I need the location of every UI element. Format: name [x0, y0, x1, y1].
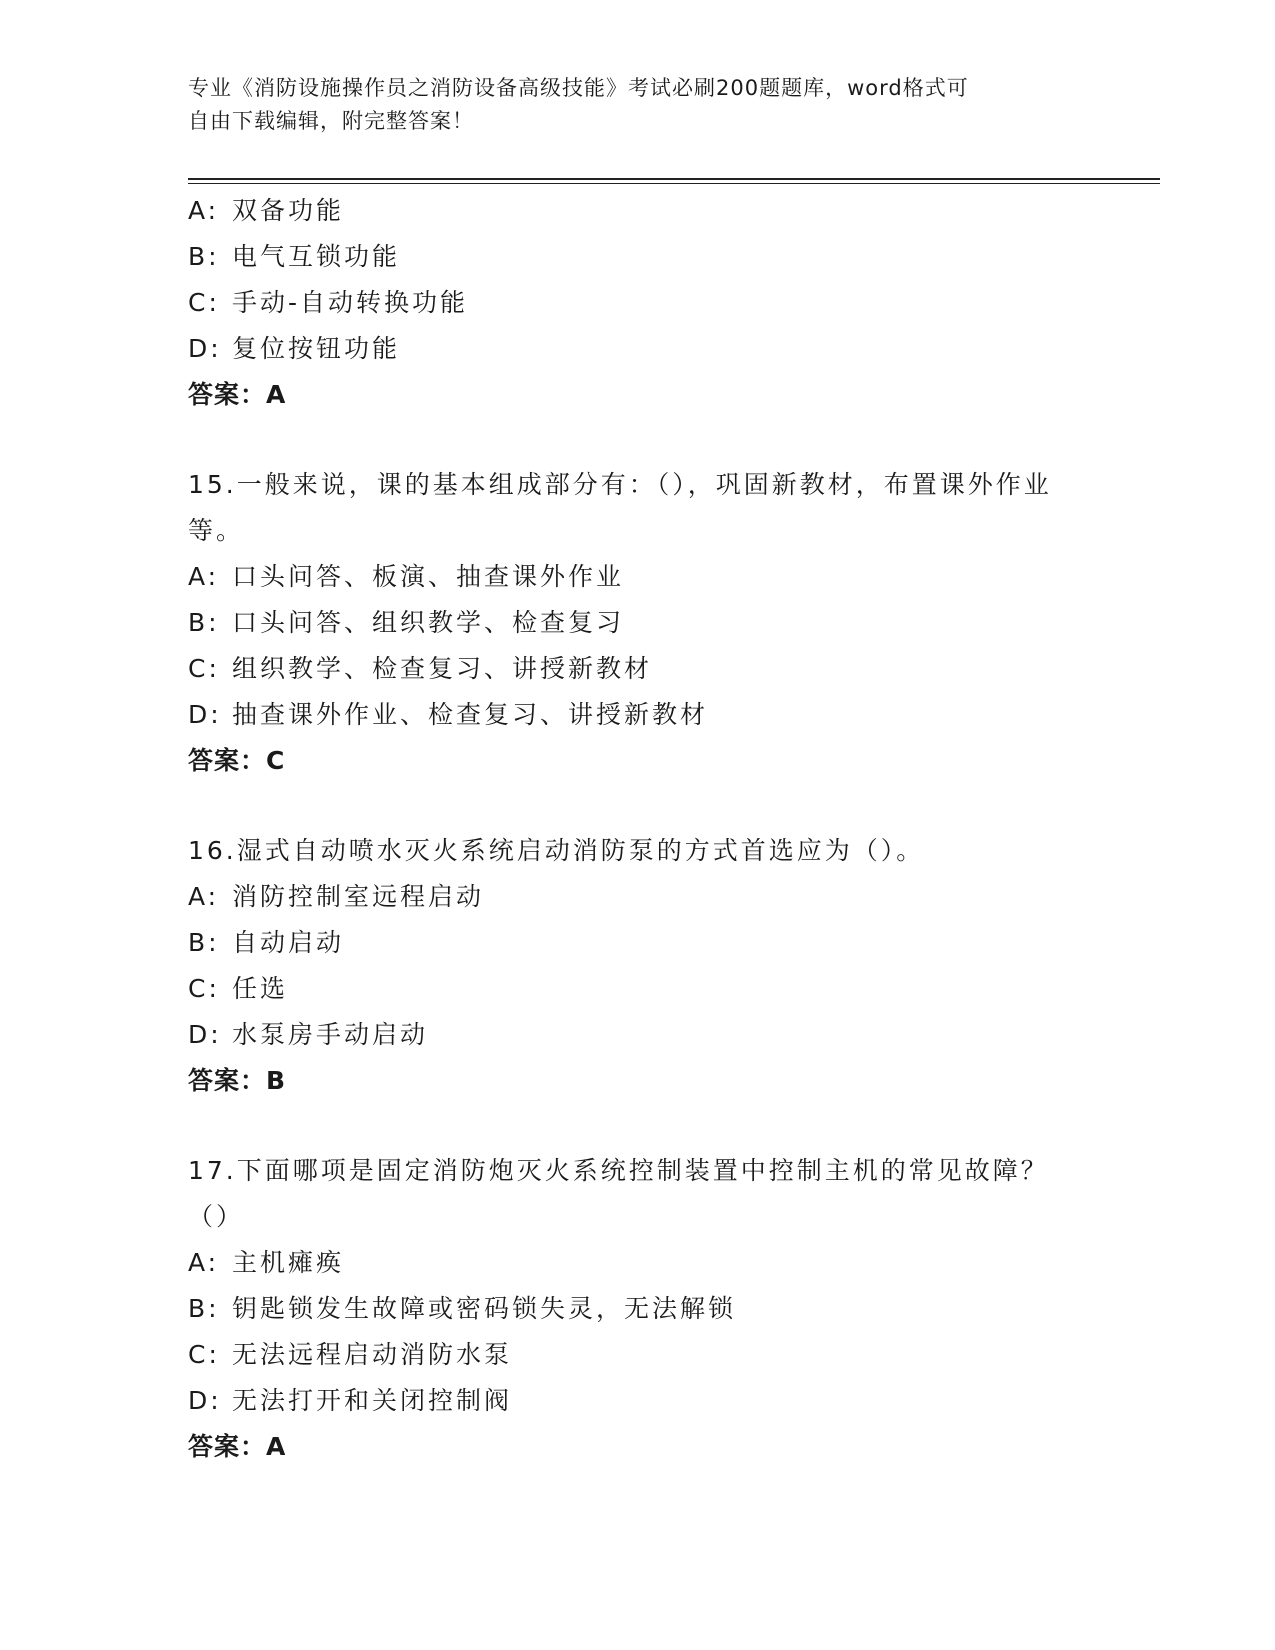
option-c: C: 手动-自动转换功能 — [188, 288, 469, 317]
answer-label: 答案：B — [188, 1066, 287, 1095]
header-line-2: 自由下载编辑，附完整答案！ — [188, 109, 474, 133]
answer-label: 答案：A — [188, 1432, 287, 1461]
option-d: D: 水泵房手动启动 — [188, 1020, 429, 1049]
question-15 — [188, 462, 1088, 784]
option-a: A: 双备功能 — [188, 196, 345, 225]
option-c: C: 无法远程启动消防水泵 — [188, 1340, 513, 1369]
question-17 — [188, 1148, 1088, 1470]
option-a: A: 消防控制室远程启动 — [188, 882, 485, 911]
question-list — [188, 188, 1088, 1470]
option-d: D: 无法打开和关闭控制阀 — [188, 1386, 513, 1415]
answer-label: 答案：A — [188, 380, 287, 409]
option-c: C: 组织教学、检查复习、讲授新教材 — [188, 654, 653, 683]
header-divider-thin — [188, 183, 1160, 184]
header-line-1: 专业《消防设施操作员之消防设备高级技能》考试必刷200题题库，word格式可 — [188, 76, 969, 100]
option-c: C: 任选 — [188, 974, 289, 1003]
question-stem: 16.湿式自动喷水灭火系统启动消防泵的方式首选应为（）。 — [188, 836, 925, 865]
option-b: B: 电气互锁功能 — [188, 242, 401, 271]
document-header — [188, 72, 1068, 138]
question-14 — [188, 188, 1088, 418]
answer-label: 答案：C — [188, 746, 286, 775]
header-divider-thick — [188, 178, 1160, 180]
question-stem: 15.一般来说，课的基本组成部分有：（），巩固新教材，布置课外作业等。 — [188, 470, 1052, 545]
option-b: B: 钥匙锁发生故障或密码锁失灵，无法解锁 — [188, 1294, 737, 1323]
option-a: A: 口头问答、板演、抽查课外作业 — [188, 562, 625, 591]
option-b: B: 口头问答、组织教学、检查复习 — [188, 608, 625, 637]
question-stem: 17.下面哪项是固定消防炮灭火系统控制装置中控制主机的常见故障？（） — [188, 1156, 1049, 1231]
question-16 — [188, 828, 1088, 1104]
option-a: A: 主机瘫痪 — [188, 1248, 345, 1277]
option-d: D: 复位按钮功能 — [188, 334, 401, 363]
option-d: D: 抽查课外作业、检查复习、讲授新教材 — [188, 700, 709, 729]
option-b: B: 自动启动 — [188, 928, 345, 957]
